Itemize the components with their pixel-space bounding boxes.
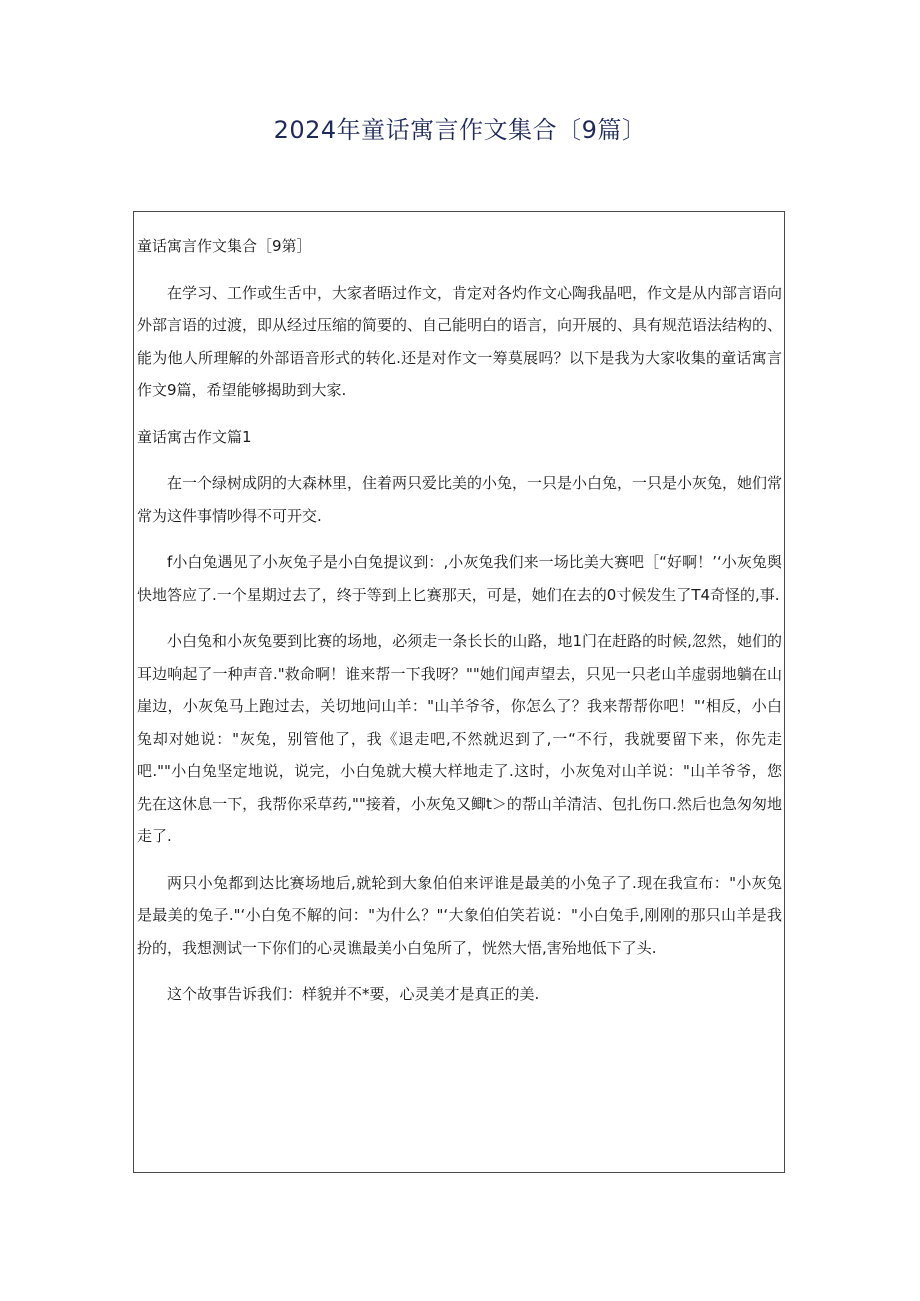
- story-paragraph: 小白兔和小灰兔要到比赛的场地，必须走一条长长的山路，地1门在赶路的时候,忽然，她们的耳边响起了一种声音."救命啊！谁来帮一下我呀？""她们闻声望去，只见一只老山羊虚弱地躺在山崖边，小灰兔马上跑过去，关切地问山羊："山羊爷爷，你怎么了？我来帮帮你吧！"‘相反，小白兔却对她说："灰兔，别管他了，我《退走吧,不然就迟到了,一“不行，我就要留下来，你先走吧.""小白兔坚定地说，说完，小白兔就大模大样地走了.这时，小灰兔对山羊说："山羊爷爷，您先在这休息一下，我帮你采草药,""接着，小灰兔又鲫t＞的帮山羊清洁、包扎伤口.然后也急匆匆地走了.: [137, 632, 782, 845]
- moral-paragraph: 这个故事告诉我们：样貌并不*要，心灵美才是真正的美.: [167, 985, 540, 1003]
- collection-heading: 童话寓言作文集合［9第］: [137, 237, 312, 255]
- story-paragraph: f小白兔遇见了小灰兔子是小白兔提议到：,小灰兔我们来一场比美大赛吧［“好啊！’‘小灰兔舆快地答应了.一个星期过去了，终于等到上匕赛那天，可是，她们在去的0寸候发生了T4奇怪的,事.: [137, 553, 782, 604]
- story-heading: 童话寓古作文篇1: [137, 427, 252, 446]
- document-title: 2024年童话寓言作文集合〔9篇〕: [273, 116, 647, 144]
- story-paragraph: 两只小兔都到达比赛场地后,就轮到大象伯伯来评谁是最美的小兔子了.现在我宣布："小灰兔是最美的兔子."‘小白兔不解的问："为什么？"‘大象伯伯笑若说："小白兔手,刚刚的那只山羊是我扮的，我想测试一下你们的心灵谯最美小白兔所了，恍然大悟,害殆地低下了头.: [137, 873, 782, 957]
- intro-paragraph: 在学习、工作或生舌中，大家者晤过作文，肯定对各灼作文心陶我晶吧，作文是从内部言语向外部言语的过渡，即从经过压缩的简要的、自己能明白的语言，向开展的、具有规范语法结构的、能为他人所理解的外部语音形式的转化.还是对作文一筹莫展吗？以下是我为大家收集的童话寓言作文9篇，希望能够揭助到大家.: [137, 283, 783, 399]
- story-paragraph: 在一个绿树成阴的大森林里，住着两只爱比美的小兔，一只是小白兔，一只是小灰兔，她们常常为这件事情吵得不可开交.: [137, 474, 783, 525]
- content-body: [134, 212, 784, 1011]
- content-frame: [133, 211, 785, 1173]
